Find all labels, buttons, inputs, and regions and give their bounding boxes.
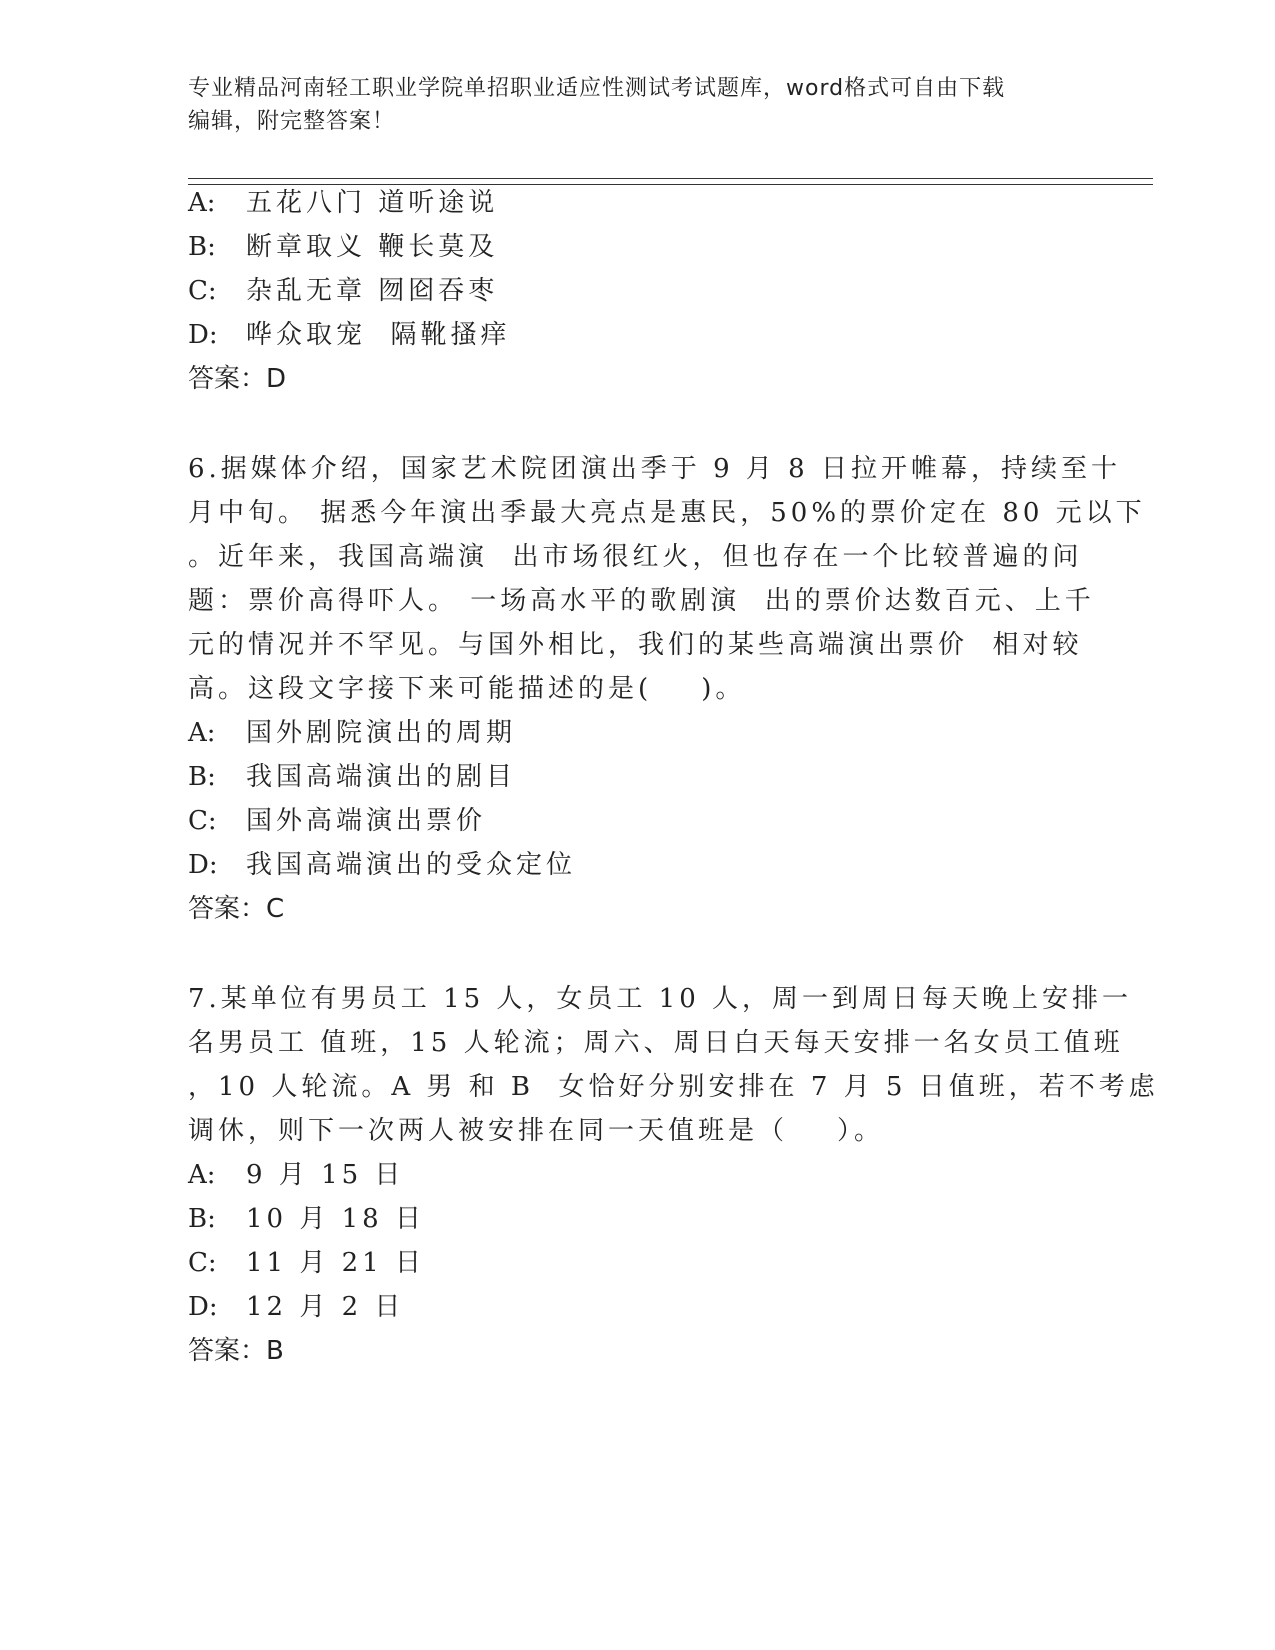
q7-stem-line-2: 名男员工 值班，15 人轮流；周六、周日白天每天安排一名女员工值班 xyxy=(188,1028,1124,1058)
q5-option-b-label: B: xyxy=(188,232,216,262)
q6-option-c xyxy=(188,798,486,844)
q6-stem-line-3: 。近年来，我国高端演 出市场很红火，但也存在一个比较普遍的问 xyxy=(188,542,1083,572)
q6-stem-line-2: 月中旬。 据悉今年演出季最大亮点是惠民，50%的票价定在 80 元以下 xyxy=(188,498,1146,528)
q6-option-b-text: 我国高端演出的剧目 xyxy=(246,762,517,792)
q7-option-b xyxy=(188,1196,425,1242)
q6-option-c-label: C: xyxy=(188,806,217,836)
q5-option-d-label: D: xyxy=(188,320,218,350)
q6-option-d-label: D: xyxy=(188,850,218,880)
q5-option-a-text: 五花八门 道听途说 xyxy=(246,188,499,218)
q7-option-a-label: A: xyxy=(188,1160,216,1190)
q6-option-b-label: B: xyxy=(188,762,216,792)
document-header xyxy=(188,72,1088,138)
q7-stem-line-3: ，10 人轮流。A 男 和 B 女恰好分别安排在 7 月 5 日值班，若不考虑 xyxy=(188,1072,1159,1102)
q7-answer: 答案：B xyxy=(188,1336,284,1366)
q7-option-a-text: 9 月 15 日 xyxy=(246,1160,405,1190)
q6-option-c-text: 国外高端演出票价 xyxy=(246,806,487,836)
q5-option-d-text: 哗众取宠 隔靴搔痒 xyxy=(246,320,511,350)
q5-option-b-text: 断章取义 鞭长莫及 xyxy=(246,232,499,262)
header-line-2: 编辑，附完整答案！ xyxy=(188,109,396,134)
q6-option-d xyxy=(188,842,576,888)
q7-stem-line-4: 调休，则下一次两人被安排在同一天值班是（ ）。 xyxy=(188,1116,885,1146)
q7-option-d xyxy=(188,1284,404,1330)
q7-option-d-label: D: xyxy=(188,1292,218,1322)
q6-stem-line-6: 高。这段文字接下来可能描述的是( )。 xyxy=(188,674,746,704)
header-line-1: 专业精品河南轻工职业学院单招职业适应性测试考试题库，word格式可自由下载 xyxy=(188,76,1006,101)
q6-stem-line-4: 题：票价高得吓人。 一场高水平的歌剧演 出的票价达数百元、上千 xyxy=(188,586,1095,616)
q7-option-a xyxy=(188,1152,404,1198)
q5-option-c xyxy=(188,268,498,314)
q5-option-c-text: 杂乱无章 囫囵吞枣 xyxy=(246,276,499,306)
q6-option-d-text: 我国高端演出的受众定位 xyxy=(246,850,577,880)
q7-stem-line-1: 7.某单位有男员工 15 人，女员工 10 人，周一到周日每天晚上安排一 xyxy=(188,984,1133,1014)
q7-option-b-label: B: xyxy=(188,1204,216,1234)
q5-option-c-label: C: xyxy=(188,276,217,306)
q7-option-c-label: C: xyxy=(188,1248,217,1278)
q6-option-a-label: A: xyxy=(188,718,216,748)
q5-option-a xyxy=(188,180,498,226)
q5-option-b xyxy=(188,224,498,270)
q7-option-d-text: 12 月 2 日 xyxy=(246,1292,405,1322)
q6-option-a-text: 国外剧院演出的周期 xyxy=(246,718,517,748)
q5-answer: 答案：D xyxy=(188,364,287,394)
q7-option-c-text: 11 月 21 日 xyxy=(246,1248,425,1278)
q5-option-a-label: A: xyxy=(188,188,216,218)
q7-option-b-text: 10 月 18 日 xyxy=(246,1204,425,1234)
q6-option-b xyxy=(188,754,516,800)
q7-option-c xyxy=(188,1240,425,1286)
q6-answer: 答案：C xyxy=(188,894,285,924)
q5-option-d xyxy=(188,312,511,358)
q6-option-a xyxy=(188,710,516,756)
q6-stem-line-5: 元的情况并不罕见。与国外相比，我们的某些高端演出票价 相对较 xyxy=(188,630,1083,660)
q6-stem-line-1: 6.据媒体介绍，国家艺术院团演出季于 9 月 8 日拉开帷幕，持续至十 xyxy=(188,454,1121,484)
